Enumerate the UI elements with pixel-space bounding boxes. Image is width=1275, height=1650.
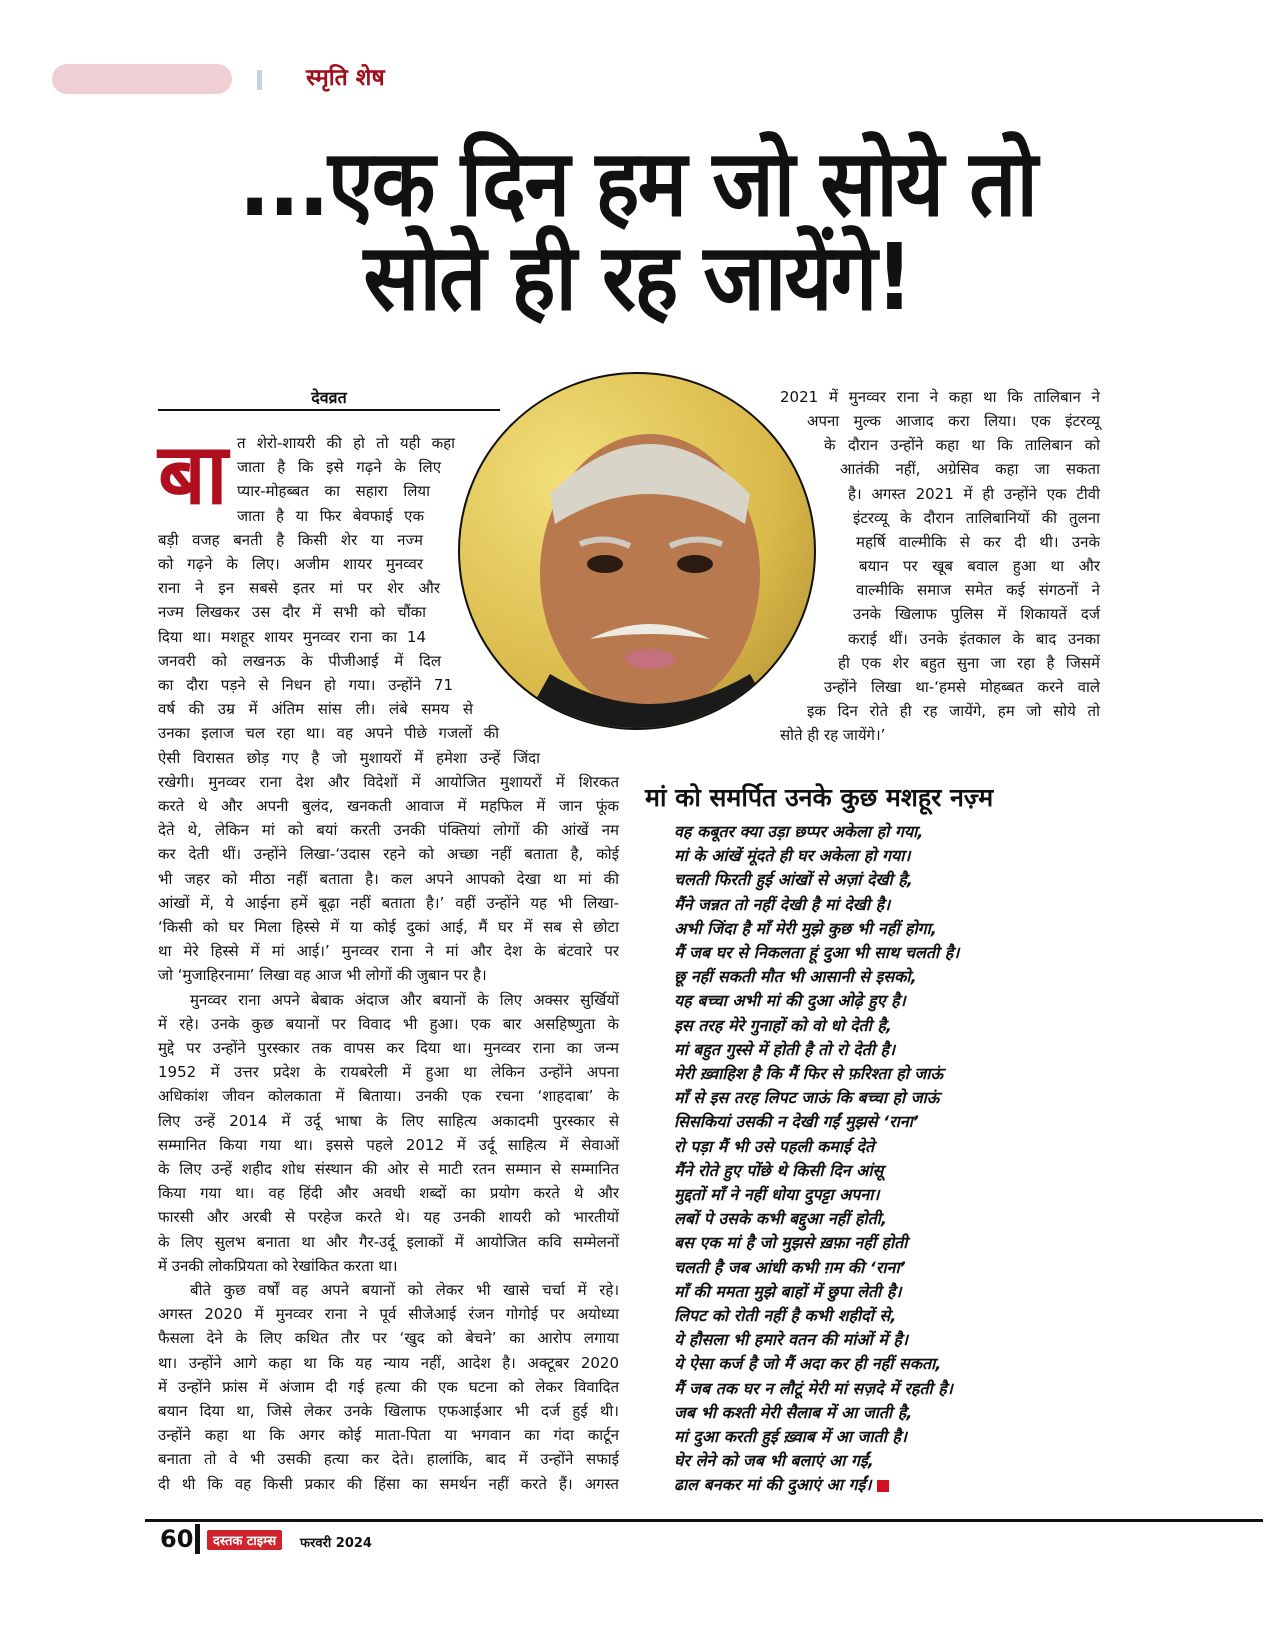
poem-line — [674, 1403, 912, 1423]
drop-cap: बा — [158, 425, 224, 523]
poem-line — [674, 1427, 907, 1447]
article-line: करते थे और अपनी बुलंद, खनकती आवाज में महफिल में जान फूंक — [158, 797, 619, 815]
issue-date: फरवरी 2024 — [300, 1536, 372, 1551]
portrait-photo — [458, 372, 816, 730]
poem-line — [674, 967, 917, 987]
article-line: ही एक शेर बहुत सुना जा रहा है जिसमें — [838, 653, 1100, 672]
section-pill — [52, 64, 232, 94]
article-line: है। अगस्त 2021 में ही उन्होंने एक टीवी — [848, 484, 1100, 503]
article-line: बड़ी वजह बनती है किसी शेर या नज्म — [158, 530, 423, 549]
article-line: में उन्होंने फ्रांस में अंजाम दी गई हत्या की एक घटना को लेकर विवादित — [158, 1377, 619, 1396]
poem-line — [674, 1258, 906, 1278]
poem-line-text: चलती है जब आंधी कभी ग़म की ‘राना’ — [674, 1257, 906, 1277]
headline-line-1: ...एक दिन हम जो सोये तो — [238, 130, 1037, 237]
article-line: बयान पर खूब बवाल हुआ था और — [859, 557, 1100, 576]
poem-line-text: इस तरह मेरे गुनाहों को वो धो देती है, — [674, 1015, 892, 1035]
poem-line — [674, 1233, 907, 1253]
article-line: भी जहर को मीठा नहीं बताता है। कल अपने आपको देखा था मां की — [158, 869, 619, 888]
article-line: महर्षि वाल्मीकि से कर दी थी। उनके — [856, 532, 1100, 551]
byline-rule — [158, 409, 500, 411]
article-line: उनके खिलाफ पुलिस में शिकायतें दर्ज — [853, 605, 1100, 624]
article-line: में उनकी लोकप्रियता को रेखांकित करता था। — [158, 1256, 398, 1275]
article-line: ऐसी विरासत छोड़ गए है जो मुशायरों में हमेशा उन्हें जिंदा — [158, 748, 540, 767]
article-line: वर्ष की उम्र में अंतिम सांस ली। लंबे समय से — [158, 700, 473, 719]
article-line: कर देती थीं। उन्होंने लिखा-‘उदास रहने को अच्छा नहीं बताता है, कोई — [158, 845, 619, 864]
poem-line-text: मां के आंखें मूंदते ही घर अकेला हो गया। — [674, 846, 911, 866]
article-line: था। उन्होंने आगे कहा था कि यह न्याय नहीं, आदेश है। अक्टूबर 2020 — [158, 1353, 619, 1372]
poem-line-text: छू नहीं सकती मौत भी आसानी से इसको, — [674, 967, 917, 987]
poem-line-text: घेर लेने को जब भी बलाएं आ गईं, — [674, 1451, 874, 1471]
article-line: इक दिन रोते ही रह जायेंगे, हम जो सोये तो — [807, 701, 1100, 720]
poem-line — [674, 846, 910, 866]
poem-line-text: चलती फिरती हुई आंखों से अज़ां देखी है, — [674, 870, 913, 890]
article-line: जो ‘मुजाहिरनामा’ लिखा वह आज भी लोगों की जुबान पर है। — [158, 966, 487, 985]
poem-line-text: लिपट को रोती नहीं है कभी शहीदों से, — [674, 1306, 897, 1325]
poem-line — [674, 1306, 896, 1326]
poem-line-text: मैंने रोते हुए पोंछे थे किसी दिन आंसू — [674, 1160, 884, 1180]
footer-rule — [145, 1519, 1263, 1522]
article-line: अपना मुल्क आजाद करा लिया। एक इंटरव्यू — [807, 412, 1100, 431]
poem-line — [674, 1475, 889, 1495]
article-line: 2021 में मुनव्वर राना ने कहा था कि तालिबान ने — [780, 388, 1100, 406]
poem-line-text: ये हौसला भी हमारे वतन की मांओं में है। — [674, 1330, 908, 1350]
article-line: को गढ़ने के लिए। अजीम शायर मुनव्वर — [158, 555, 423, 573]
article-line: किया गया था। वह हिंदी और अवधी शब्दों का प्रयोग करते थे और — [158, 1184, 619, 1203]
article-line: प्यार-मोहब्बत का सहारा लिया — [237, 482, 430, 501]
end-mark-icon — [877, 1480, 889, 1492]
poem-line — [674, 1185, 879, 1205]
poem-line-text: ये ऐसा कर्ज है जो मैं अदा कर ही नहीं सकता, — [674, 1354, 942, 1374]
article-line: अधिकांश जीवन कोलकाता में बिताया। उनकी एक रचना ‘शाहदाबा’ के — [158, 1087, 619, 1106]
poem-line-text: ढाल बनकर मां की दुआएं आ गईं। — [674, 1475, 872, 1495]
article-line: सम्मानित किया गया था। इससे पहले 2012 में उर्दू साहित्य में सेवाओं — [158, 1135, 619, 1154]
article-line: बीते कुछ वर्षों वह अपने बयानों को लेकर भी खासे चर्चा में रहे। — [190, 1281, 619, 1299]
footer-separator — [195, 1524, 200, 1554]
poem-line — [674, 1379, 953, 1399]
article-line: के लिए सुलभ बनाता था और गैर-उर्दू इलाकों में आयोजित कवि सम्मेलनों — [158, 1232, 619, 1251]
article-line: मुद्दे पर उन्होंने पुरस्कार तक वापस कर दिया था। मुनव्वर राना का जन्म — [158, 1039, 619, 1057]
article-line: बनाता तो वे भी उसकी हत्या कर देते। हालांकि, बाद में उन्होंने सफाई — [158, 1450, 619, 1469]
author-byline: देवव्रत — [311, 388, 347, 407]
article-line: 1952 में उत्तर प्रदेश के रायबरेली में हुआ था लेकिन उन्होंने अपना — [158, 1063, 619, 1082]
poem-line-text: मैंने जन्नत तो नहीं देखी है मां देखी है। — [674, 894, 891, 914]
poem-line-text: मां दुआ करती हुई ख़्वाब में आ जाती है। — [674, 1427, 907, 1446]
article-line: आतंकी नहीं, अग्रेसिव कहा जा सकता — [840, 460, 1100, 479]
poem-line — [674, 870, 913, 890]
article-line: के दौरान उन्होंने कहा था कि तालिबान को — [824, 436, 1100, 455]
poem-line — [674, 822, 923, 842]
article-line: फैसला देने के लिए कथित तौर पर ‘खुद को बेचने’ का आरोप लगाया — [158, 1329, 619, 1348]
poem-line-text: मां बहुत गुस्से में होती है तो रो देती है। — [674, 1039, 896, 1059]
article-line: त शेरो-शायरी की हो तो यही कहा — [237, 434, 455, 452]
article-line: राना ने इन सबसे इतर मां पर शेर और — [158, 579, 440, 598]
article-line: देते थे, लेकिन मां को बयां करती उनकी पंक्तियां लोगों की आंखें नम — [158, 821, 619, 840]
article-line: जाता है कि इसे गढ़ने के लिए — [237, 458, 441, 477]
article-line: लिए उन्हें 2014 में उर्दू भाषा के लिए साहित्य अकादमी पुरस्कार से — [158, 1111, 619, 1130]
portrait-illustration — [460, 374, 814, 728]
poem-line — [674, 1161, 883, 1181]
article-line: का दौरा पड़ने से निधन हो गया। उन्होंने 71 — [158, 676, 453, 694]
poem-line-text: अभी जिंदा है माँ मेरी मुझे कुछ भी नहीं होगा, — [674, 918, 937, 938]
poem-line-text: मैं जब घर से निकलता हूं दुआ भी साथ चलती है। — [674, 943, 960, 962]
article-line: सोते ही रह जायेंगे।’ — [780, 726, 886, 745]
poem-line — [674, 943, 959, 963]
poem-line — [674, 1354, 941, 1374]
article-line: दी थी कि वह किसी प्रकार की हिंसा का समर्थन नहीं करते हैं। अगस्त — [158, 1474, 619, 1493]
article-line: रखेगी। मुनव्वर राना देश और विदेशों में आयोजित मुशायरों में शिरकत — [158, 772, 619, 791]
poem-line-text: सिसकियां उसकी न देखी गईं मुझसे ‘राना’ — [674, 1112, 919, 1132]
poem-line — [674, 1088, 939, 1108]
article-line: जनवरी को लखनऊ के पीजीआई में दिल — [158, 651, 441, 670]
poem-line-text: माँ की ममता मुझे बाहों में छुपा लेती है। — [674, 1281, 902, 1301]
poem-line-text: माँ से इस तरह लिपट जाऊं कि बच्चा हो जाऊं — [674, 1088, 940, 1108]
section-label: स्मृति शेष — [306, 65, 385, 91]
poem-line-text: मुद्दतों माँ ने नहीं धोया दुपट्टा अपना। — [674, 1185, 880, 1204]
poem-line — [674, 991, 906, 1011]
poem-line-text: जब भी कश्ती मेरी सैलाब में आ जाती है, — [674, 1402, 913, 1422]
article-line: आंखों में, ये आईना हमें बूढ़ा नहीं बताता है।’ वहीं उन्होंने यह भी लिखा- — [158, 893, 619, 912]
article-line: ‘किसी को घर मिला हिस्से में या कोई दुकां आई, मैं घर में सब से छोटा — [158, 918, 619, 936]
article-line: दिया था। मशहूर शायर मुनव्वर राना का 14 — [158, 627, 426, 646]
article-line: मुनव्वर राना अपने बेबाक अंदाज और बयानों के लिए अक्सर सुर्खियों — [190, 990, 619, 1009]
poem-line — [674, 1330, 908, 1350]
article-line: के लिए उन्हें शहीद शोध संस्थान की ओर से माटी रतन सम्मान से सम्मानित — [158, 1160, 619, 1178]
poem-line — [674, 1209, 887, 1229]
poem-line — [674, 1040, 895, 1060]
article-line: था मेरे हिस्से में मां आई।’ मुनव्वर राना ने मां और देश के बंटवारे पर — [158, 942, 619, 961]
poem-line-text: रो पड़ा मैं भी उसे पहली कमाई देते — [674, 1136, 875, 1156]
poem-line-text: लबों पे उसके कभी बद्दुआ नहीं होती, — [674, 1209, 887, 1229]
poem-line — [674, 895, 890, 915]
article-line: इंटरव्यू के दौरान तालिबानियों की तुलना — [853, 508, 1100, 527]
article-line: में रहे। उनके कुछ बयानों पर विवाद भी हुआ। एक बार असहिष्णुता के — [158, 1014, 619, 1033]
poem-heading: मां को समर्पित उनके कुछ मशहूर नज़्म — [645, 783, 994, 812]
poem-line — [674, 1137, 874, 1157]
separator-bar — [257, 70, 262, 90]
poem-line — [674, 1112, 919, 1132]
poem-line-text: बस एक मां है जो मुझसे ख़फ़ा नहीं होती — [674, 1233, 908, 1253]
article-line: अगस्त 2020 में मुनव्वर राना ने पूर्व सीजेआई रंजन गोगोई पर अयोध्या — [158, 1305, 619, 1324]
poem-line — [674, 1451, 874, 1471]
article-line: जाता है या फिर बेवफाई एक — [237, 506, 424, 525]
article-line: कराई थीं। उनके इंतकाल के बाद उनका — [848, 629, 1100, 648]
article-line: बयान दिया था, जिसे लेकर उनके खिलाफ एफआईआर भी दर्ज हुई थी। — [158, 1402, 619, 1420]
poem-line-text: मेरी ख़्वाहिश है कि मैं फिर से फ़रिश्ता हो जाऊं — [674, 1064, 944, 1083]
poem-line-text: वह कबूतर क्या उड़ा छप्पर अकेला हो गया, — [674, 822, 924, 841]
poem-line-text: मैं जब तक घर न लौटूं मेरी मां सज़दे में रहती है। — [674, 1378, 953, 1398]
poem-line — [674, 1016, 892, 1036]
article-line: उन्होंने लिखा था-‘हमसे मोहब्बत करने वाले — [824, 677, 1100, 696]
poem-line — [674, 1282, 901, 1302]
poem-line-text: यह बच्चा अभी मां की दुआ ओढ़े हुए है। — [674, 991, 906, 1011]
page-number: 60 — [160, 1525, 194, 1553]
poem-line — [674, 1064, 943, 1084]
article-line: फारसी और अरबी से परहेज करते थे। यह उनकी शायरी को भारतीयों — [158, 1208, 619, 1227]
magazine-logo: दस्तक टाइम्स — [207, 1530, 282, 1550]
article-line: उन्होंने कहा था कि अगर कोई माता-पिता या भगवान का गंदा कार्टून — [158, 1426, 619, 1445]
article-line: नज्म लिखकर उस दौर में सभी को चौंका — [158, 603, 426, 622]
poem-line — [674, 919, 937, 939]
article-line: वाल्मीकि समाज समेत कई संगठनों ने — [856, 581, 1100, 600]
article-line: उनका इलाज चल रहा था। वह अपने पीछे गजलों की — [158, 724, 499, 743]
headline-line-2: सोते ही रह जायेंगे! — [363, 224, 912, 331]
